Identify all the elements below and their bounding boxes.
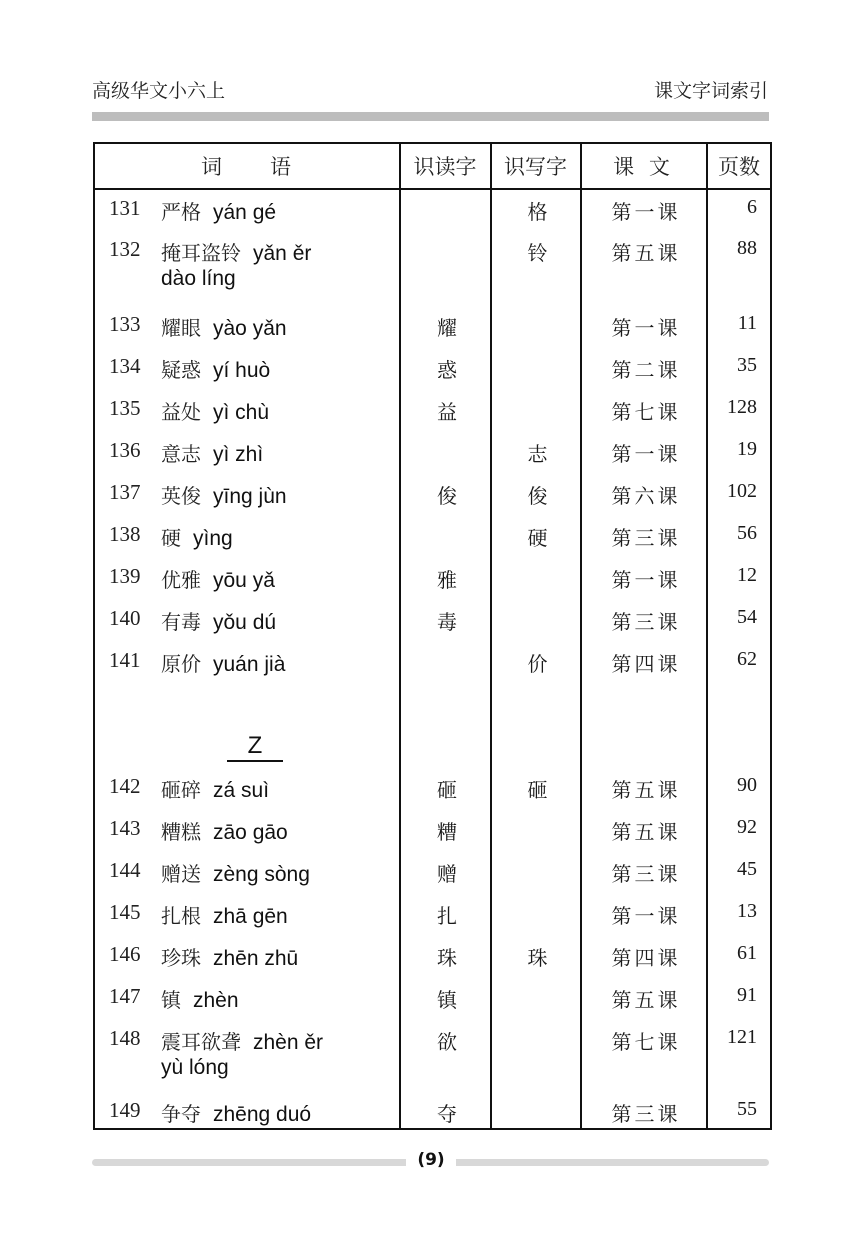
column-divider [399,144,401,1128]
entry-number: 143 [109,816,141,840]
entry-number: 133 [109,312,141,336]
page-ref: 56 [737,522,757,544]
pinyin: yào yǎn [213,317,287,340]
read-char: 扎 [437,904,457,928]
chinese-word: 硬 [161,526,181,550]
pinyin: zhā gēn [213,905,288,928]
entry-number: 148 [109,1026,141,1050]
chinese-word: 珍珠 [161,946,201,970]
pinyin: zhēng duó [213,1103,312,1126]
pinyin-continued: yù lóng [161,1056,229,1079]
pinyin: zá suì [213,779,270,802]
lesson: 第一课 [611,904,681,928]
page-number: (9) [406,1150,456,1170]
page-ref: 62 [737,648,757,670]
write-char: 硬 [527,526,548,550]
pinyin: yǎn ěr [253,242,312,265]
page-ref: 35 [737,354,757,376]
lesson: 第四课 [611,946,681,970]
lesson: 第五课 [611,241,681,265]
pinyin: zèng sòng [213,863,310,886]
entry-number: 138 [109,522,141,546]
read-char: 赠 [437,862,457,886]
column-divider [490,144,492,1128]
lesson: 第一课 [611,316,681,340]
section-letter: Z [227,732,283,762]
page-ref: 45 [737,858,757,880]
page-ref: 11 [737,312,757,334]
read-char: 雅 [437,568,457,592]
lesson: 第三课 [611,862,681,886]
entry-number: 134 [109,354,141,378]
chinese-word: 震耳欲聋 [161,1030,241,1054]
page-ref: 88 [737,237,757,259]
entry-number: 144 [109,858,141,882]
entry-number: 142 [109,774,141,798]
read-char: 砸 [437,778,457,802]
page-ref: 102 [727,480,757,502]
word-cell [161,816,288,845]
write-char: 俊 [527,484,548,508]
write-char: 价 [527,652,548,676]
entry-number: 149 [109,1098,141,1122]
book-title: 高级华文小六上 [92,80,226,102]
vocabulary-index-table [93,142,772,1130]
pinyin: yīng jùn [213,485,287,508]
word-cell [161,984,239,1013]
write-char: 铃 [527,241,548,265]
pinyin: yǒu dú [213,611,277,634]
pinyin: zhèn [193,989,239,1012]
chinese-word: 原价 [161,652,201,676]
page-ref: 92 [737,816,757,838]
chinese-word: 砸碎 [161,778,201,802]
read-char: 益 [437,400,457,424]
word-cell [161,237,311,266]
chinese-word: 益处 [161,400,201,424]
word-cell [161,438,263,467]
lesson: 第三课 [611,610,681,634]
page-ref: 90 [737,774,757,796]
word-cell [161,774,269,803]
word-cell [161,522,233,551]
read-char: 镇 [437,988,457,1012]
word-cell [161,858,310,887]
read-char: 珠 [437,946,457,970]
column-header-page: 页数 [718,155,760,179]
chinese-word: 意志 [161,442,201,466]
lesson: 第七课 [611,1030,681,1054]
chinese-word: 争夺 [161,1102,201,1126]
column-header-word: 词 语 [201,155,293,179]
lesson: 第四课 [611,652,681,676]
lesson: 第七课 [611,400,681,424]
lesson: 第六课 [611,484,681,508]
word-cell [161,648,285,677]
word-cell [161,354,270,383]
word-cell [161,312,287,341]
lesson: 第五课 [611,988,681,1012]
page-ref: 13 [737,900,757,922]
word-cell [161,606,276,635]
pinyin: yōu yǎ [213,569,275,592]
column-header-write: 识写字 [504,155,567,179]
page-ref: 121 [727,1026,757,1048]
chinese-word: 扎根 [161,904,201,928]
page-ref: 54 [737,606,757,628]
page-ref: 61 [737,942,757,964]
write-char: 志 [527,442,548,466]
chinese-word: 英俊 [161,484,201,508]
pinyin: yì zhì [213,443,264,466]
entry-number: 140 [109,606,141,630]
word-cell [161,396,269,425]
write-char: 珠 [527,946,548,970]
entry-number: 147 [109,984,141,1008]
read-char: 耀 [437,316,457,340]
chinese-word: 赠送 [161,862,201,886]
read-char: 欲 [437,1030,457,1054]
entry-number: 139 [109,564,141,588]
write-char: 格 [527,200,548,224]
chinese-word: 有毒 [161,610,201,634]
chinese-word: 糟糕 [161,820,201,844]
word-cell [161,942,298,971]
pinyin: yuán jià [213,653,286,676]
chinese-word: 掩耳盗铃 [161,241,241,265]
lesson: 第二课 [611,358,681,382]
page-ref: 91 [737,984,757,1006]
entry-number: 135 [109,396,141,420]
column-divider [706,144,708,1128]
chinese-word: 优雅 [161,568,201,592]
lesson: 第三课 [611,526,681,550]
pinyin: zhēn zhū [213,947,299,970]
page-ref: 55 [737,1098,757,1120]
lesson: 第五课 [611,778,681,802]
column-divider [580,144,582,1128]
lesson: 第五课 [611,820,681,844]
lesson: 第三课 [611,1102,681,1126]
entry-number: 145 [109,900,141,924]
header-divider [92,112,769,121]
lesson: 第一课 [611,568,681,592]
pinyin: zhèn ěr [253,1031,324,1054]
word-cell [161,900,288,929]
pinyin: yí huò [213,359,271,382]
pinyin-continued: dào líng [161,267,236,290]
section-title: 课文字词索引 [653,80,768,102]
read-char: 夺 [437,1102,457,1126]
page-ref: 6 [747,196,757,218]
pinyin: yìng [193,527,233,550]
word-cell [161,564,275,593]
read-char: 惑 [437,358,457,382]
entry-number: 141 [109,648,141,672]
word-cell [161,196,276,225]
page-ref: 12 [737,564,757,586]
lesson: 第一课 [611,200,681,224]
chinese-word: 耀眼 [161,316,201,340]
page-ref: 128 [727,396,757,418]
entry-number: 146 [109,942,141,966]
entry-number: 132 [109,237,141,261]
header-row-divider [95,188,770,190]
word-cell [161,1026,323,1055]
entry-number: 136 [109,438,141,462]
word-cell [161,1098,311,1127]
write-char: 砸 [527,778,548,802]
pinyin: yán gé [213,201,277,224]
chinese-word: 严格 [161,200,201,224]
entry-number: 131 [109,196,141,220]
pinyin: zāo gāo [213,821,288,844]
page-ref: 19 [737,438,757,460]
read-char: 俊 [437,484,457,508]
word-cell [161,480,287,509]
entry-number: 137 [109,480,141,504]
column-header-lesson: 课 文 [613,155,674,179]
chinese-word: 疑惑 [161,358,201,382]
pinyin: yì chù [213,401,270,424]
lesson: 第一课 [611,442,681,466]
read-char: 毒 [437,610,457,634]
chinese-word: 镇 [161,988,181,1012]
read-char: 糟 [437,820,457,844]
column-header-read: 识读字 [413,155,477,179]
